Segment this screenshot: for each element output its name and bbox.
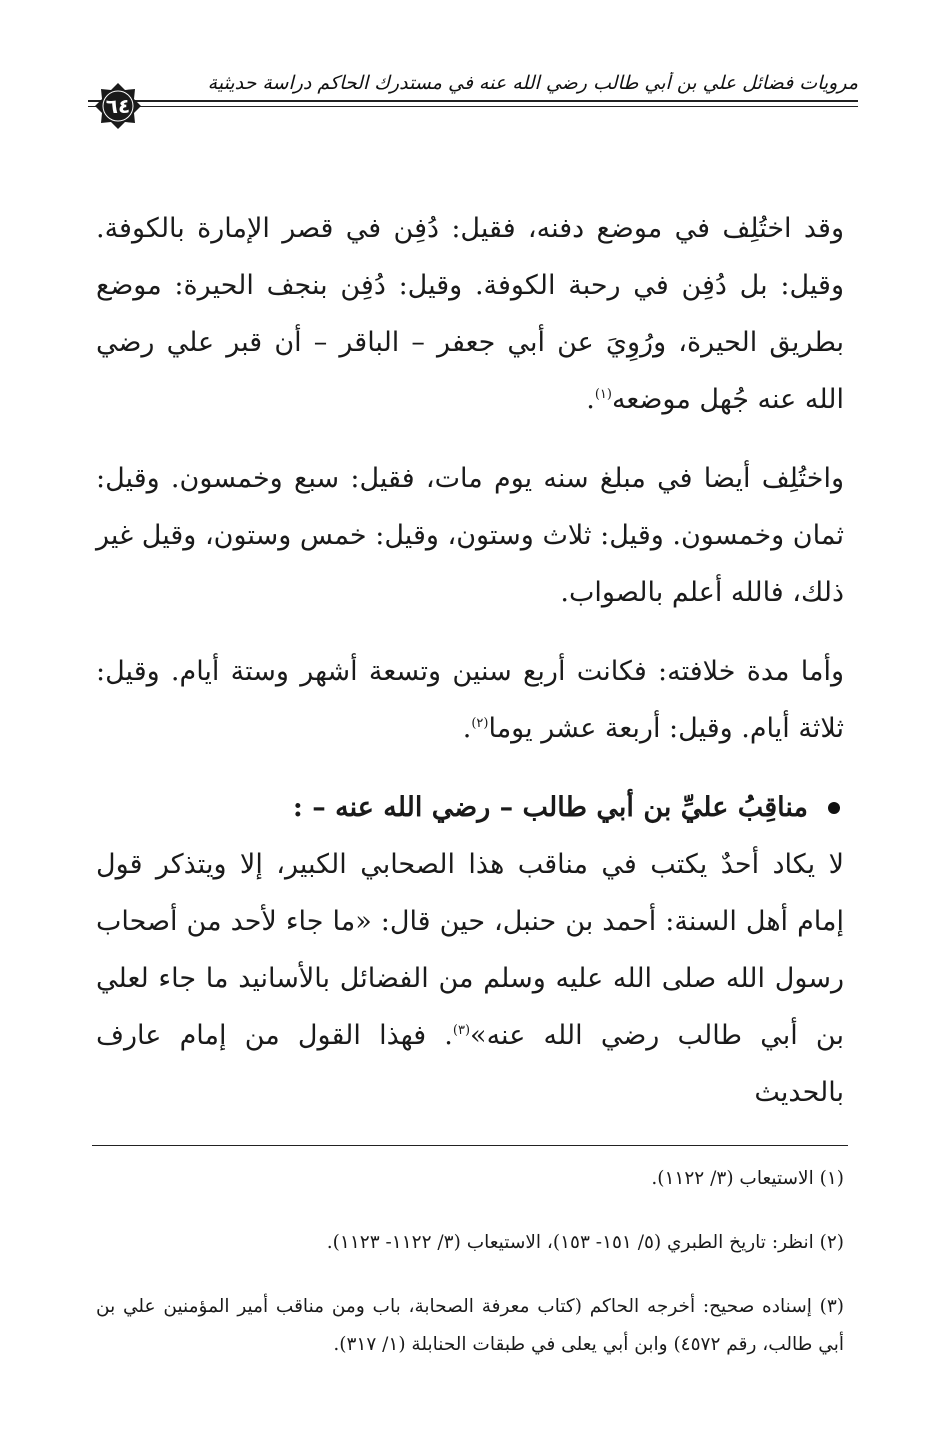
footnote-ref[interactable]: (٣) [452, 1023, 471, 1038]
footnote-separator [92, 1145, 848, 1146]
paragraph-text: وقد اختُلِف في موضع دفنه، فقيل: دُفِن في قصر الإمارة بالكوفة. وقيل: بل دُفِن في رحبة الكوفة. وقيل: دُفِن بنجف الحيرة: موضع بطريق الحيرة، ورُوِيَ عن أبي جعفر – الباقر – أن قبر علي رضي الله عنه جُهل موضعه [96, 213, 844, 415]
page-header [88, 58, 858, 142]
bullet-icon [828, 802, 840, 814]
header-rule [88, 100, 858, 102]
paragraph-end: . [462, 713, 472, 744]
header-rule-thin [88, 106, 858, 107]
footnote-2: (٢) انظر: تاريخ الطبري (٥/ ١٥١- ١٥٣)، الاستيعاب (٣/ ١١٢٢- ١١٢٣). [326, 1232, 844, 1253]
main-text [96, 200, 844, 1143]
section-heading [96, 779, 844, 836]
section-heading-text: مناقِبُ عليِّ بن أبي طالب – رضي الله عنه – : [292, 792, 808, 823]
running-title: مرويات فضائل علي بن أبي طالب رضي الله عنه في مستدرك الحاكم دراسة حديثية [207, 72, 858, 94]
footnote-3: (٣) إسناده صحيح: أخرجه الحاكم (كتاب معرفة الصحابة، باب ومن مناقب أمير المؤمنين علي بن أبي طالب، رقم ٤٥٧٢) وابن أبي يعلى في طبقات الحنابلة (١/ ٣١٧). [96, 1296, 844, 1355]
paragraph-end: . [586, 384, 595, 415]
footnote-ref[interactable]: (٢) [471, 716, 489, 731]
paragraph-burial [96, 200, 844, 428]
page-number: ٦٤ [105, 94, 131, 118]
paragraph-age: واختُلِف أيضا في مبلغ سنه يوم مات، فقيل: سبع وخمسون. وقيل: ثمان وخمسون. وقيل: ثلاث وستون، وقيل: خمس وستون، وقيل غير ذلك، فالله أعلم بالصواب. [96, 463, 844, 608]
page-number-badge [94, 82, 142, 130]
paragraph-virtues [96, 836, 844, 1121]
footnote-1: (١) الاستيعاب (٣/ ١١٢٢). [651, 1168, 844, 1189]
paragraph-caliphate [96, 643, 844, 757]
paragraph-text: وأما مدة خلافته: فكانت أربع سنين وتسعة أشهر وستة أيام. وقيل: ثلاثة أيام. وقيل: أربعة عشر يوما [96, 656, 844, 744]
footnotes [96, 1160, 844, 1390]
paragraph-text-continued: . فهذا القول من إمام عارف بالحديث [96, 1020, 844, 1108]
footnote-ref[interactable]: (١) [594, 387, 612, 402]
paragraph-text: لا يكاد أحدٌ يكتب في مناقب هذا الصحابي الكبير، إلا ويتذكر قول إمام أهل السنة: أحمد بن حنبل، حين قال: «ما جاء لأحد من أصحاب رسول الله صلى الله عليه وسلم من الفضائل بالأسانيد ما جاء لعلي بن أبي طالب رضي الله عنه» [96, 849, 844, 1051]
